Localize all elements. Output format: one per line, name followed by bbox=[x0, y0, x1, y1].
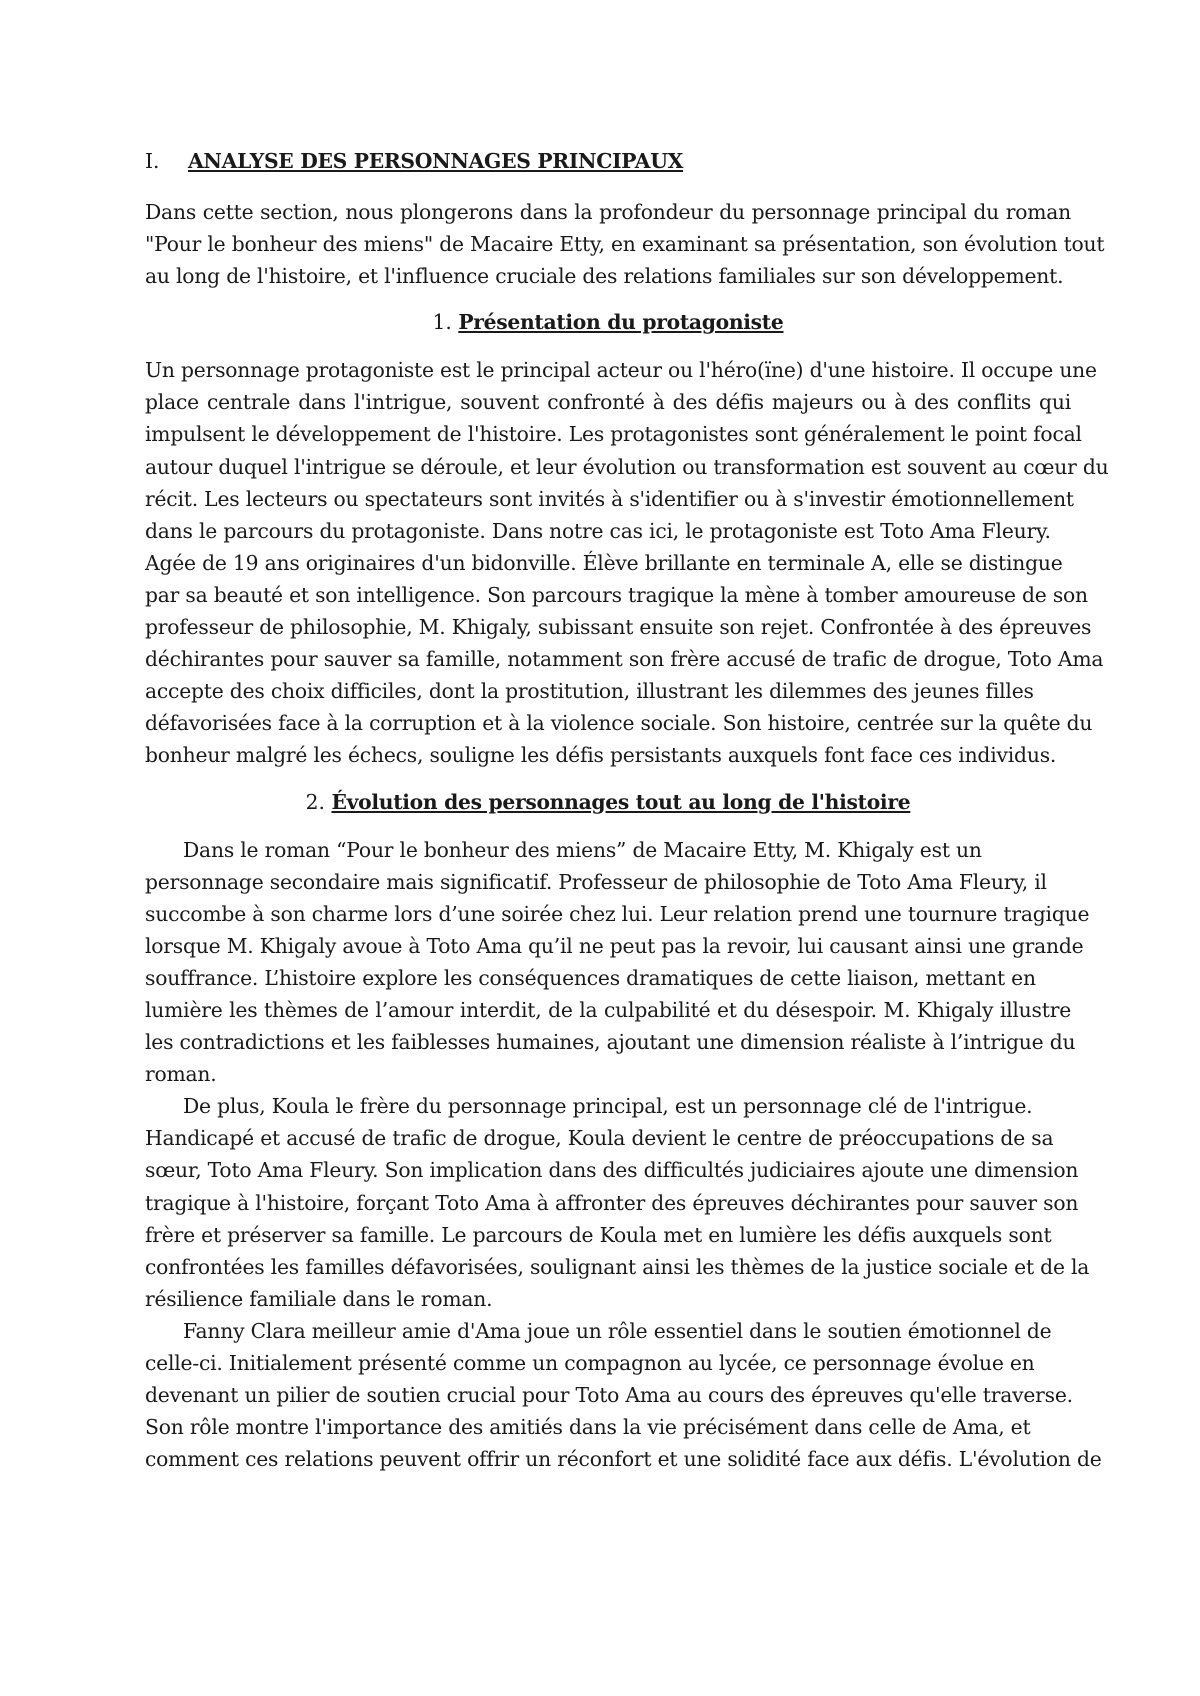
paragraph-line: Un personnage protagoniste est le principal acteur ou l'héro(ïne) d'une histoire. Il occupe une bbox=[145, 358, 1097, 383]
paragraph-line: succombe à son charme lors d’une soirée chez lui. Leur relation prend une tournure tragique bbox=[145, 901, 1090, 926]
paragraph-line: autour duquel l'intrigue se déroule, et leur évolution ou transformation est souvent au cœur du bbox=[145, 454, 1109, 479]
paragraph-line: lorsque M. Khigaly avoue à Toto Ama qu’il ne peut pas la revoir, lui causant ainsi une grande bbox=[145, 933, 1084, 958]
section-number: I. bbox=[145, 149, 160, 173]
paragraph-line: souffrance. L’histoire explore les conséquences dramatiques de cette liaison, mettant en bbox=[145, 965, 1036, 990]
paragraph-line: sœur, Toto Ama Fleury. Son implication dans des difficultés judiciaires ajoute une dimension bbox=[145, 1158, 1079, 1183]
paragraph-line: personnage secondaire mais significatif. Professeur de philosophie de Toto Ama Fleury, il bbox=[145, 869, 1047, 894]
khigaly-paragraph bbox=[145, 834, 1090, 1091]
paragraph-line: Dans le roman “Pour le bonheur des miens” de Macaire Etty, M. Khigaly est un bbox=[183, 837, 982, 862]
paragraph-line: roman. bbox=[145, 1062, 217, 1087]
paragraph-line: par sa beauté et son intelligence. Son parcours tragique la mène à tomber amoureuse de son bbox=[145, 582, 1088, 607]
subheading-number: 2. bbox=[305, 789, 326, 814]
paragraph-line: au long de l'histoire, et l'influence cruciale des relations familiales sur son développement. bbox=[145, 264, 1064, 289]
paragraph-line: Agée de 19 ans originaires d'un bidonville. Élève brillante en terminale A, elle se distingue bbox=[145, 550, 1063, 575]
paragraph-line: devenant un pilier de soutien crucial pour Toto Ama au cours des épreuves qu'elle traverse. bbox=[145, 1383, 1073, 1408]
paragraph-line: impulsent le développement de l'histoire. Les protagonistes sont généralement le point focal bbox=[145, 422, 1082, 447]
paragraph-line: tragique à l'histoire, forçant Toto Ama à affronter des épreuves déchirantes pour sauver son bbox=[145, 1190, 1079, 1215]
subheading-text: Évolution des personnages tout au long de l'histoire bbox=[331, 789, 911, 814]
paragraph-line: déchirantes pour sauver sa famille, notamment son frère accusé de trafic de drogue, Toto Ama bbox=[145, 647, 1104, 672]
paragraph-line: Fanny Clara meilleur amie d'Ama joue un rôle essentiel dans le soutien émotionnel de bbox=[183, 1318, 1052, 1343]
paragraph-line: confrontées les familles défavorisées, soulignant ainsi les thèmes de la justice sociale et de la bbox=[145, 1254, 1090, 1279]
paragraph-line: accepte des choix difficiles, dont la prostitution, illustrant les dilemmes des jeunes filles bbox=[145, 679, 1034, 704]
section-title bbox=[145, 145, 1071, 177]
paragraph-line: celle-ci. Initialement présenté comme un compagnon au lycée, ce personnage évolue en bbox=[145, 1351, 1035, 1375]
subheading-evolution bbox=[145, 786, 1071, 818]
paragraph-line: bonheur malgré les échecs, souligne les défis persistants auxquels font face ces individus. bbox=[145, 743, 1057, 768]
subheading-text: Présentation du protagoniste bbox=[458, 310, 784, 335]
paragraph-line: Handicapé et accusé de trafic de drogue, Koula devient le centre de préoccupations de sa bbox=[145, 1126, 1054, 1151]
paragraph-line: "Pour le bonheur des miens" de Macaire Etty, en examinant sa présentation, son évolution tout bbox=[145, 232, 1105, 257]
protagonist-paragraph bbox=[145, 354, 1109, 771]
paragraph-line: résilience familiale dans le roman. bbox=[145, 1286, 493, 1311]
paragraph-line: comment ces relations peuvent offrir un réconfort et une solidité face aux défis. L'évolution de bbox=[145, 1447, 1102, 1472]
section-title-text: ANALYSE DES PERSONNAGES PRINCIPAUX bbox=[188, 149, 684, 173]
paragraph-line: dans le parcours du protagoniste. Dans notre cas ici, le protagoniste est Toto Ama Fleury. bbox=[145, 518, 1051, 543]
intro-paragraph bbox=[145, 196, 1105, 292]
paragraph-line: les contradictions et les faiblesses humaines, ajoutant une dimension réaliste à l’intrigue du bbox=[145, 1030, 1076, 1055]
paragraph-line: place centrale dans l'intrigue, souvent confronté à des défis majeurs ou à des conflits qui bbox=[145, 390, 1071, 415]
subheading-protagonist bbox=[145, 306, 1071, 338]
fanny-paragraph bbox=[145, 1315, 1102, 1475]
paragraph-line: frère et préserver sa famille. Le parcours de Koula met en lumière les défis auxquels sont bbox=[145, 1222, 1052, 1247]
paragraph-line: récit. Les lecteurs ou spectateurs sont invités à s'identifier ou à s'investir émotionnellement bbox=[145, 486, 1074, 511]
koula-paragraph bbox=[145, 1090, 1090, 1315]
paragraph-line: lumière les thèmes de l’amour interdit, de la culpabilité et du désespoir. M. Khigaly illustre bbox=[145, 997, 1071, 1022]
subheading-number: 1. bbox=[432, 310, 452, 335]
paragraph-line: Dans cette section, nous plongerons dans la profondeur du personnage principal du roman bbox=[145, 200, 1071, 224]
paragraph-line: défavorisées face à la corruption et à la violence sociale. Son histoire, centrée sur la quête du bbox=[145, 711, 1093, 736]
paragraph-line: Son rôle montre l'importance des amitiés dans la vie précisément dans celle de Ama, et bbox=[145, 1415, 1031, 1440]
paragraph-line: De plus, Koula le frère du personnage principal, est un personnage clé de l'intrigue. bbox=[183, 1094, 1033, 1119]
paragraph-line: professeur de philosophie, M. Khigaly, subissant ensuite son rejet. Confrontée à des épreuves bbox=[145, 615, 1092, 640]
